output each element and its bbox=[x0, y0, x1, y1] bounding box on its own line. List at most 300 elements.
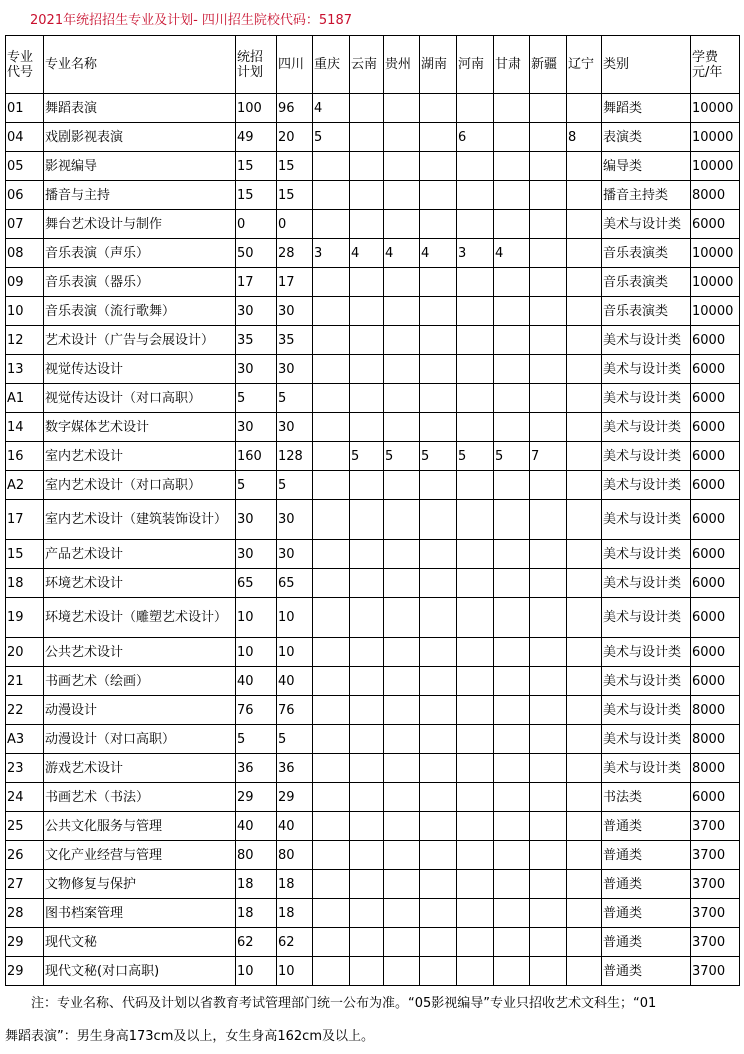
cell-liaoning bbox=[567, 239, 602, 268]
cell-plan: 15 bbox=[236, 152, 277, 181]
table-row bbox=[6, 696, 740, 725]
cell-category: 美术与设计类 bbox=[602, 598, 691, 638]
cell-fee: 6000 bbox=[691, 598, 740, 638]
cell-plan: 40 bbox=[236, 667, 277, 696]
cell-hunan bbox=[420, 540, 457, 569]
cell-code: 23 bbox=[6, 754, 44, 783]
cell-yunnan bbox=[350, 297, 384, 326]
table-body bbox=[6, 94, 740, 986]
cell-henan bbox=[457, 413, 494, 442]
cell-henan bbox=[457, 957, 494, 986]
cell-chongqing bbox=[313, 638, 350, 667]
cell-fee: 10000 bbox=[691, 123, 740, 152]
cell-hunan bbox=[420, 899, 457, 928]
cell-gansu bbox=[494, 725, 530, 754]
cell-name: 音乐表演（流行歌舞） bbox=[44, 297, 236, 326]
cell-henan bbox=[457, 500, 494, 540]
cell-name: 公共文化服务与管理 bbox=[44, 812, 236, 841]
cell-fee: 10000 bbox=[691, 94, 740, 123]
cell-plan: 49 bbox=[236, 123, 277, 152]
cell-name: 音乐表演（声乐） bbox=[44, 239, 236, 268]
cell-category: 美术与设计类 bbox=[602, 725, 691, 754]
header-xinjiang: 新疆 bbox=[530, 36, 567, 94]
cell-fee: 6000 bbox=[691, 783, 740, 812]
cell-hunan bbox=[420, 326, 457, 355]
cell-gansu bbox=[494, 638, 530, 667]
cell-plan: 5 bbox=[236, 725, 277, 754]
cell-xinjiang bbox=[530, 569, 567, 598]
cell-category: 普通类 bbox=[602, 928, 691, 957]
cell-chongqing bbox=[313, 384, 350, 413]
cell-henan bbox=[457, 841, 494, 870]
cell-chongqing bbox=[313, 540, 350, 569]
cell-sichuan: 15 bbox=[277, 152, 313, 181]
cell-name: 舞台艺术设计与制作 bbox=[44, 210, 236, 239]
cell-category: 美术与设计类 bbox=[602, 471, 691, 500]
cell-plan: 29 bbox=[236, 783, 277, 812]
header-chongqing: 重庆 bbox=[313, 36, 350, 94]
cell-liaoning bbox=[567, 598, 602, 638]
cell-yunnan bbox=[350, 569, 384, 598]
cell-fee: 6000 bbox=[691, 442, 740, 471]
table-row bbox=[6, 899, 740, 928]
cell-gansu bbox=[494, 471, 530, 500]
cell-guizhou bbox=[384, 899, 420, 928]
cell-guizhou bbox=[384, 569, 420, 598]
cell-sichuan: 28 bbox=[277, 239, 313, 268]
cell-gansu bbox=[494, 870, 530, 899]
cell-sichuan: 5 bbox=[277, 725, 313, 754]
cell-henan bbox=[457, 355, 494, 384]
cell-fee: 8000 bbox=[691, 754, 740, 783]
cell-category: 普通类 bbox=[602, 899, 691, 928]
cell-sichuan: 30 bbox=[277, 355, 313, 384]
cell-sichuan: 0 bbox=[277, 210, 313, 239]
cell-yunnan bbox=[350, 870, 384, 899]
cell-hunan bbox=[420, 94, 457, 123]
cell-category: 美术与设计类 bbox=[602, 442, 691, 471]
header-name: 专业名称 bbox=[44, 36, 236, 94]
cell-liaoning bbox=[567, 268, 602, 297]
cell-hunan: 4 bbox=[420, 239, 457, 268]
cell-chongqing bbox=[313, 899, 350, 928]
cell-xinjiang bbox=[530, 928, 567, 957]
cell-fee: 6000 bbox=[691, 384, 740, 413]
table-row bbox=[6, 442, 740, 471]
cell-yunnan bbox=[350, 667, 384, 696]
cell-plan: 30 bbox=[236, 413, 277, 442]
cell-gansu bbox=[494, 355, 530, 384]
cell-chongqing bbox=[313, 957, 350, 986]
cell-plan: 36 bbox=[236, 754, 277, 783]
cell-yunnan bbox=[350, 326, 384, 355]
cell-sichuan: 36 bbox=[277, 754, 313, 783]
cell-fee: 6000 bbox=[691, 413, 740, 442]
cell-sichuan: 18 bbox=[277, 870, 313, 899]
cell-code: 13 bbox=[6, 355, 44, 384]
cell-fee: 10000 bbox=[691, 297, 740, 326]
cell-category: 美术与设计类 bbox=[602, 413, 691, 442]
cell-sichuan: 62 bbox=[277, 928, 313, 957]
cell-henan: 6 bbox=[457, 123, 494, 152]
cell-henan bbox=[457, 152, 494, 181]
cell-guizhou: 5 bbox=[384, 442, 420, 471]
cell-gansu bbox=[494, 181, 530, 210]
cell-fee: 3700 bbox=[691, 841, 740, 870]
cell-guizhou bbox=[384, 598, 420, 638]
cell-yunnan bbox=[350, 413, 384, 442]
cell-guizhou bbox=[384, 152, 420, 181]
cell-chongqing bbox=[313, 928, 350, 957]
cell-code: 21 bbox=[6, 667, 44, 696]
cell-yunnan bbox=[350, 268, 384, 297]
cell-chongqing bbox=[313, 783, 350, 812]
cell-chongqing: 3 bbox=[313, 239, 350, 268]
cell-hunan bbox=[420, 870, 457, 899]
cell-code: A3 bbox=[6, 725, 44, 754]
cell-name: 室内艺术设计（建筑装饰设计） bbox=[44, 500, 236, 540]
cell-chongqing bbox=[313, 725, 350, 754]
cell-xinjiang bbox=[530, 812, 567, 841]
cell-gansu bbox=[494, 500, 530, 540]
cell-code: 14 bbox=[6, 413, 44, 442]
cell-yunnan bbox=[350, 384, 384, 413]
cell-category: 美术与设计类 bbox=[602, 355, 691, 384]
cell-plan: 30 bbox=[236, 297, 277, 326]
cell-sichuan: 17 bbox=[277, 268, 313, 297]
cell-category: 编导类 bbox=[602, 152, 691, 181]
cell-code: 29 bbox=[6, 957, 44, 986]
cell-chongqing bbox=[313, 181, 350, 210]
cell-gansu bbox=[494, 899, 530, 928]
cell-xinjiang bbox=[530, 598, 567, 638]
cell-henan bbox=[457, 696, 494, 725]
cell-xinjiang bbox=[530, 152, 567, 181]
cell-guizhou bbox=[384, 540, 420, 569]
cell-name: 文物修复与保护 bbox=[44, 870, 236, 899]
cell-name: 现代文秘 bbox=[44, 928, 236, 957]
cell-code: 06 bbox=[6, 181, 44, 210]
cell-gansu bbox=[494, 123, 530, 152]
cell-sichuan: 18 bbox=[277, 899, 313, 928]
cell-category: 美术与设计类 bbox=[602, 569, 691, 598]
cell-plan: 30 bbox=[236, 355, 277, 384]
cell-plan: 35 bbox=[236, 326, 277, 355]
cell-chongqing bbox=[313, 870, 350, 899]
cell-code: 25 bbox=[6, 812, 44, 841]
cell-henan: 3 bbox=[457, 239, 494, 268]
cell-liaoning: 8 bbox=[567, 123, 602, 152]
cell-henan bbox=[457, 94, 494, 123]
cell-yunnan bbox=[350, 928, 384, 957]
cell-sichuan: 10 bbox=[277, 957, 313, 986]
cell-chongqing bbox=[313, 413, 350, 442]
cell-fee: 3700 bbox=[691, 928, 740, 957]
cell-chongqing bbox=[313, 754, 350, 783]
cell-hunan: 5 bbox=[420, 442, 457, 471]
cell-liaoning bbox=[567, 696, 602, 725]
cell-chongqing bbox=[313, 297, 350, 326]
cell-sichuan: 80 bbox=[277, 841, 313, 870]
cell-henan bbox=[457, 297, 494, 326]
table-row bbox=[6, 94, 740, 123]
cell-chongqing bbox=[313, 355, 350, 384]
cell-name: 室内艺术设计 bbox=[44, 442, 236, 471]
cell-sichuan: 30 bbox=[277, 540, 313, 569]
table-row bbox=[6, 783, 740, 812]
cell-hunan bbox=[420, 598, 457, 638]
cell-code: 04 bbox=[6, 123, 44, 152]
cell-chongqing bbox=[313, 268, 350, 297]
cell-henan bbox=[457, 181, 494, 210]
cell-name: 视觉传达设计 bbox=[44, 355, 236, 384]
cell-xinjiang bbox=[530, 326, 567, 355]
cell-yunnan bbox=[350, 812, 384, 841]
cell-plan: 5 bbox=[236, 471, 277, 500]
header-yunnan: 云南 bbox=[350, 36, 384, 94]
cell-code: 15 bbox=[6, 540, 44, 569]
table-row bbox=[6, 123, 740, 152]
cell-xinjiang bbox=[530, 123, 567, 152]
cell-fee: 8000 bbox=[691, 181, 740, 210]
cell-guizhou bbox=[384, 181, 420, 210]
cell-xinjiang bbox=[530, 696, 567, 725]
cell-chongqing bbox=[313, 569, 350, 598]
cell-chongqing bbox=[313, 442, 350, 471]
cell-category: 美术与设计类 bbox=[602, 667, 691, 696]
cell-liaoning bbox=[567, 841, 602, 870]
cell-code: 05 bbox=[6, 152, 44, 181]
cell-fee: 6000 bbox=[691, 210, 740, 239]
cell-fee: 6000 bbox=[691, 638, 740, 667]
cell-xinjiang bbox=[530, 384, 567, 413]
cell-liaoning bbox=[567, 413, 602, 442]
cell-chongqing bbox=[313, 598, 350, 638]
cell-fee: 8000 bbox=[691, 725, 740, 754]
cell-hunan bbox=[420, 696, 457, 725]
cell-xinjiang bbox=[530, 181, 567, 210]
cell-fee: 6000 bbox=[691, 500, 740, 540]
table-row bbox=[6, 928, 740, 957]
table-row bbox=[6, 725, 740, 754]
cell-henan bbox=[457, 638, 494, 667]
cell-category: 音乐表演类 bbox=[602, 297, 691, 326]
table-row bbox=[6, 413, 740, 442]
table-row bbox=[6, 326, 740, 355]
cell-plan: 40 bbox=[236, 812, 277, 841]
cell-fee: 10000 bbox=[691, 152, 740, 181]
cell-category: 美术与设计类 bbox=[602, 696, 691, 725]
cell-plan: 0 bbox=[236, 210, 277, 239]
cell-henan bbox=[457, 598, 494, 638]
cell-xinjiang bbox=[530, 297, 567, 326]
cell-name: 室内艺术设计（对口高职） bbox=[44, 471, 236, 500]
cell-xinjiang bbox=[530, 841, 567, 870]
cell-liaoning bbox=[567, 783, 602, 812]
enrollment-plan-table bbox=[5, 35, 740, 986]
cell-xinjiang bbox=[530, 268, 567, 297]
cell-category: 表演类 bbox=[602, 123, 691, 152]
cell-fee: 6000 bbox=[691, 667, 740, 696]
header-code: 专业代号 bbox=[6, 36, 44, 94]
cell-category: 普通类 bbox=[602, 812, 691, 841]
table-row bbox=[6, 239, 740, 268]
cell-code: 08 bbox=[6, 239, 44, 268]
cell-fee: 8000 bbox=[691, 696, 740, 725]
table-row bbox=[6, 500, 740, 540]
cell-sichuan: 128 bbox=[277, 442, 313, 471]
cell-chongqing bbox=[313, 696, 350, 725]
cell-xinjiang bbox=[530, 725, 567, 754]
cell-guizhou bbox=[384, 667, 420, 696]
cell-name: 动漫设计 bbox=[44, 696, 236, 725]
cell-hunan bbox=[420, 123, 457, 152]
cell-yunnan bbox=[350, 355, 384, 384]
cell-guizhou bbox=[384, 500, 420, 540]
cell-name: 数字媒体艺术设计 bbox=[44, 413, 236, 442]
cell-liaoning bbox=[567, 442, 602, 471]
cell-category: 美术与设计类 bbox=[602, 326, 691, 355]
cell-yunnan bbox=[350, 598, 384, 638]
cell-yunnan bbox=[350, 123, 384, 152]
cell-xinjiang bbox=[530, 957, 567, 986]
cell-guizhou bbox=[384, 783, 420, 812]
cell-sichuan: 76 bbox=[277, 696, 313, 725]
cell-henan: 5 bbox=[457, 442, 494, 471]
header-guizhou: 贵州 bbox=[384, 36, 420, 94]
cell-code: 20 bbox=[6, 638, 44, 667]
cell-gansu bbox=[494, 152, 530, 181]
table-row bbox=[6, 355, 740, 384]
cell-liaoning bbox=[567, 812, 602, 841]
cell-plan: 18 bbox=[236, 870, 277, 899]
cell-xinjiang: 7 bbox=[530, 442, 567, 471]
cell-liaoning bbox=[567, 94, 602, 123]
cell-henan bbox=[457, 569, 494, 598]
cell-gansu: 5 bbox=[494, 442, 530, 471]
cell-guizhou bbox=[384, 725, 420, 754]
cell-gansu bbox=[494, 297, 530, 326]
cell-chongqing bbox=[313, 471, 350, 500]
cell-guizhou bbox=[384, 754, 420, 783]
cell-yunnan: 5 bbox=[350, 442, 384, 471]
cell-code: 28 bbox=[6, 899, 44, 928]
cell-guizhou bbox=[384, 326, 420, 355]
cell-gansu bbox=[494, 754, 530, 783]
cell-hunan bbox=[420, 152, 457, 181]
cell-plan: 17 bbox=[236, 268, 277, 297]
cell-xinjiang bbox=[530, 540, 567, 569]
cell-guizhou bbox=[384, 841, 420, 870]
cell-guizhou bbox=[384, 928, 420, 957]
cell-code: 07 bbox=[6, 210, 44, 239]
cell-guizhou bbox=[384, 638, 420, 667]
cell-code: 01 bbox=[6, 94, 44, 123]
cell-xinjiang bbox=[530, 899, 567, 928]
cell-name: 文化产业经营与管理 bbox=[44, 841, 236, 870]
cell-category: 普通类 bbox=[602, 841, 691, 870]
cell-liaoning bbox=[567, 500, 602, 540]
cell-hunan bbox=[420, 754, 457, 783]
cell-name: 影视编导 bbox=[44, 152, 236, 181]
cell-name: 播音与主持 bbox=[44, 181, 236, 210]
cell-name: 书画艺术（绘画） bbox=[44, 667, 236, 696]
cell-liaoning bbox=[567, 471, 602, 500]
table-row bbox=[6, 540, 740, 569]
cell-name: 舞蹈表演 bbox=[44, 94, 236, 123]
cell-chongqing bbox=[313, 667, 350, 696]
cell-sichuan: 30 bbox=[277, 500, 313, 540]
header-gansu: 甘肃 bbox=[494, 36, 530, 94]
cell-liaoning bbox=[567, 638, 602, 667]
table-row bbox=[6, 471, 740, 500]
cell-yunnan bbox=[350, 181, 384, 210]
cell-liaoning bbox=[567, 210, 602, 239]
cell-xinjiang bbox=[530, 471, 567, 500]
cell-yunnan bbox=[350, 957, 384, 986]
cell-category: 音乐表演类 bbox=[602, 268, 691, 297]
cell-hunan bbox=[420, 210, 457, 239]
cell-henan bbox=[457, 928, 494, 957]
cell-fee: 10000 bbox=[691, 239, 740, 268]
cell-yunnan bbox=[350, 754, 384, 783]
cell-gansu bbox=[494, 812, 530, 841]
cell-chongqing: 5 bbox=[313, 123, 350, 152]
cell-plan: 10 bbox=[236, 598, 277, 638]
cell-hunan bbox=[420, 841, 457, 870]
table-row bbox=[6, 297, 740, 326]
cell-plan: 100 bbox=[236, 94, 277, 123]
cell-plan: 160 bbox=[236, 442, 277, 471]
cell-name: 戏剧影视表演 bbox=[44, 123, 236, 152]
cell-category: 普通类 bbox=[602, 870, 691, 899]
cell-fee: 6000 bbox=[691, 540, 740, 569]
cell-guizhou: 4 bbox=[384, 239, 420, 268]
cell-liaoning bbox=[567, 725, 602, 754]
table-row bbox=[6, 638, 740, 667]
cell-plan: 30 bbox=[236, 540, 277, 569]
cell-chongqing bbox=[313, 500, 350, 540]
cell-yunnan bbox=[350, 471, 384, 500]
cell-gansu: 4 bbox=[494, 239, 530, 268]
cell-sichuan: 35 bbox=[277, 326, 313, 355]
cell-plan: 50 bbox=[236, 239, 277, 268]
cell-name: 动漫设计（对口高职） bbox=[44, 725, 236, 754]
cell-sichuan: 10 bbox=[277, 638, 313, 667]
cell-category: 播音主持类 bbox=[602, 181, 691, 210]
cell-category: 美术与设计类 bbox=[602, 210, 691, 239]
cell-plan: 65 bbox=[236, 569, 277, 598]
cell-liaoning bbox=[567, 754, 602, 783]
cell-henan bbox=[457, 725, 494, 754]
cell-plan: 10 bbox=[236, 638, 277, 667]
cell-yunnan bbox=[350, 500, 384, 540]
cell-guizhou bbox=[384, 413, 420, 442]
cell-category: 书法类 bbox=[602, 783, 691, 812]
cell-name: 图书档案管理 bbox=[44, 899, 236, 928]
table-row bbox=[6, 870, 740, 899]
cell-code: A1 bbox=[6, 384, 44, 413]
cell-sichuan: 10 bbox=[277, 598, 313, 638]
cell-yunnan bbox=[350, 841, 384, 870]
cell-xinjiang bbox=[530, 239, 567, 268]
table-row bbox=[6, 754, 740, 783]
cell-chongqing bbox=[313, 326, 350, 355]
cell-code: 12 bbox=[6, 326, 44, 355]
cell-liaoning bbox=[567, 957, 602, 986]
cell-gansu bbox=[494, 696, 530, 725]
cell-henan bbox=[457, 870, 494, 899]
